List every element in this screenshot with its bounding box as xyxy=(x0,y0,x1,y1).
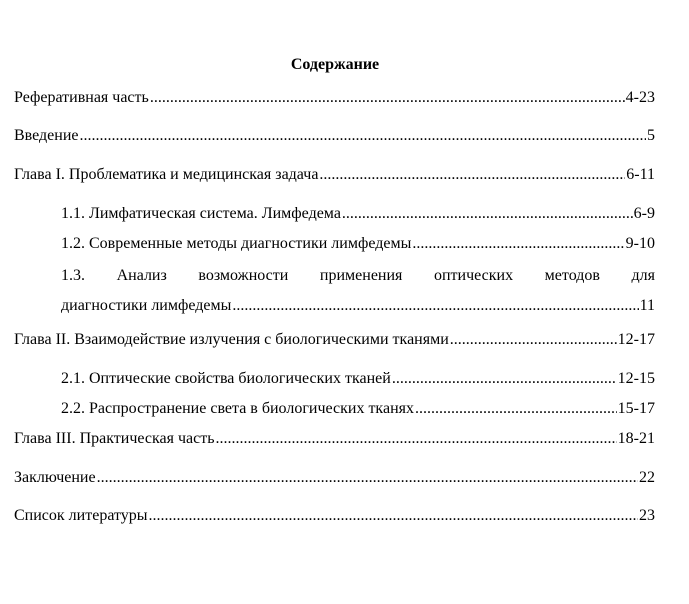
toc-entry-chapter-2 xyxy=(14,330,655,350)
toc-entry-pages: 12-15 xyxy=(617,370,655,387)
toc-entry-pages: 12-17 xyxy=(617,331,655,348)
toc-entry-section-1-3-line1: 1.3. Анализ возможности применения оптических методов для xyxy=(61,267,655,284)
dot-leader xyxy=(97,468,638,488)
toc-entry-chapter-1 xyxy=(14,165,655,185)
dot-leader xyxy=(319,165,625,185)
dot-leader xyxy=(232,296,638,316)
dot-leader xyxy=(149,506,638,526)
toc-entry-chapter-3 xyxy=(14,429,655,449)
toc-entry-pages: 11 xyxy=(639,297,655,314)
dot-leader xyxy=(450,330,617,350)
dot-leader xyxy=(415,399,617,419)
toc-entry-label: Заключение xyxy=(14,469,96,486)
toc-entry-pages: 23 xyxy=(639,507,655,524)
toc-entry-label: Глава III. Практическая часть xyxy=(14,430,215,447)
toc-entry-pages: 6-9 xyxy=(633,205,655,222)
toc-entry-label: Реферативная часть xyxy=(14,89,149,106)
dot-leader xyxy=(392,369,617,389)
toc-entry-pages: 9-10 xyxy=(625,235,655,252)
dot-leader xyxy=(216,429,617,449)
toc-entry-introduction xyxy=(14,126,655,146)
toc-entry-label: Глава II. Взаимодействие излучения с биологическими тканями xyxy=(14,331,449,348)
toc-entry-pages: 15-17 xyxy=(617,400,655,417)
toc-entry-label: Список литературы xyxy=(14,507,148,524)
toc-entry-label: Введение xyxy=(14,127,79,144)
toc-entry-section-2-1 xyxy=(61,369,655,389)
toc-entry-section-1-3 xyxy=(61,296,655,316)
toc-entry-label: 1.2. Современные методы диагностики лимфедемы xyxy=(61,235,412,252)
dot-leader xyxy=(150,88,625,108)
dot-leader xyxy=(412,234,624,254)
toc-entry-referative-part xyxy=(14,88,655,108)
toc-entry-label: 2.2. Распространение света в биологических тканях xyxy=(61,400,414,417)
toc-entry-conclusion xyxy=(14,468,655,488)
toc-entry-pages: 22 xyxy=(639,469,655,486)
toc-entry-label: 2.1. Оптические свойства биологических тканей xyxy=(61,370,391,387)
toc-entry-pages: 5 xyxy=(647,127,655,144)
toc-entry-label: 1.1. Лимфатическая система. Лимфедема xyxy=(61,205,341,222)
toc-entry-label: Глава I. Проблематика и медицинская задача xyxy=(14,166,319,183)
toc-entry-section-1-1 xyxy=(61,204,655,224)
toc-entry-section-2-2 xyxy=(61,399,655,419)
dot-leader xyxy=(80,126,647,146)
dot-leader xyxy=(342,204,633,224)
toc-entry-pages: 4-23 xyxy=(625,89,655,106)
toc-entry-pages: 18-21 xyxy=(617,430,655,447)
toc-title: Содержание xyxy=(290,56,380,73)
toc-entry-section-1-2 xyxy=(61,234,655,254)
toc-entry-label: диагностики лимфедемы xyxy=(61,297,232,314)
toc-entry-pages: 6-11 xyxy=(626,166,655,183)
toc-entry-references xyxy=(14,506,655,526)
